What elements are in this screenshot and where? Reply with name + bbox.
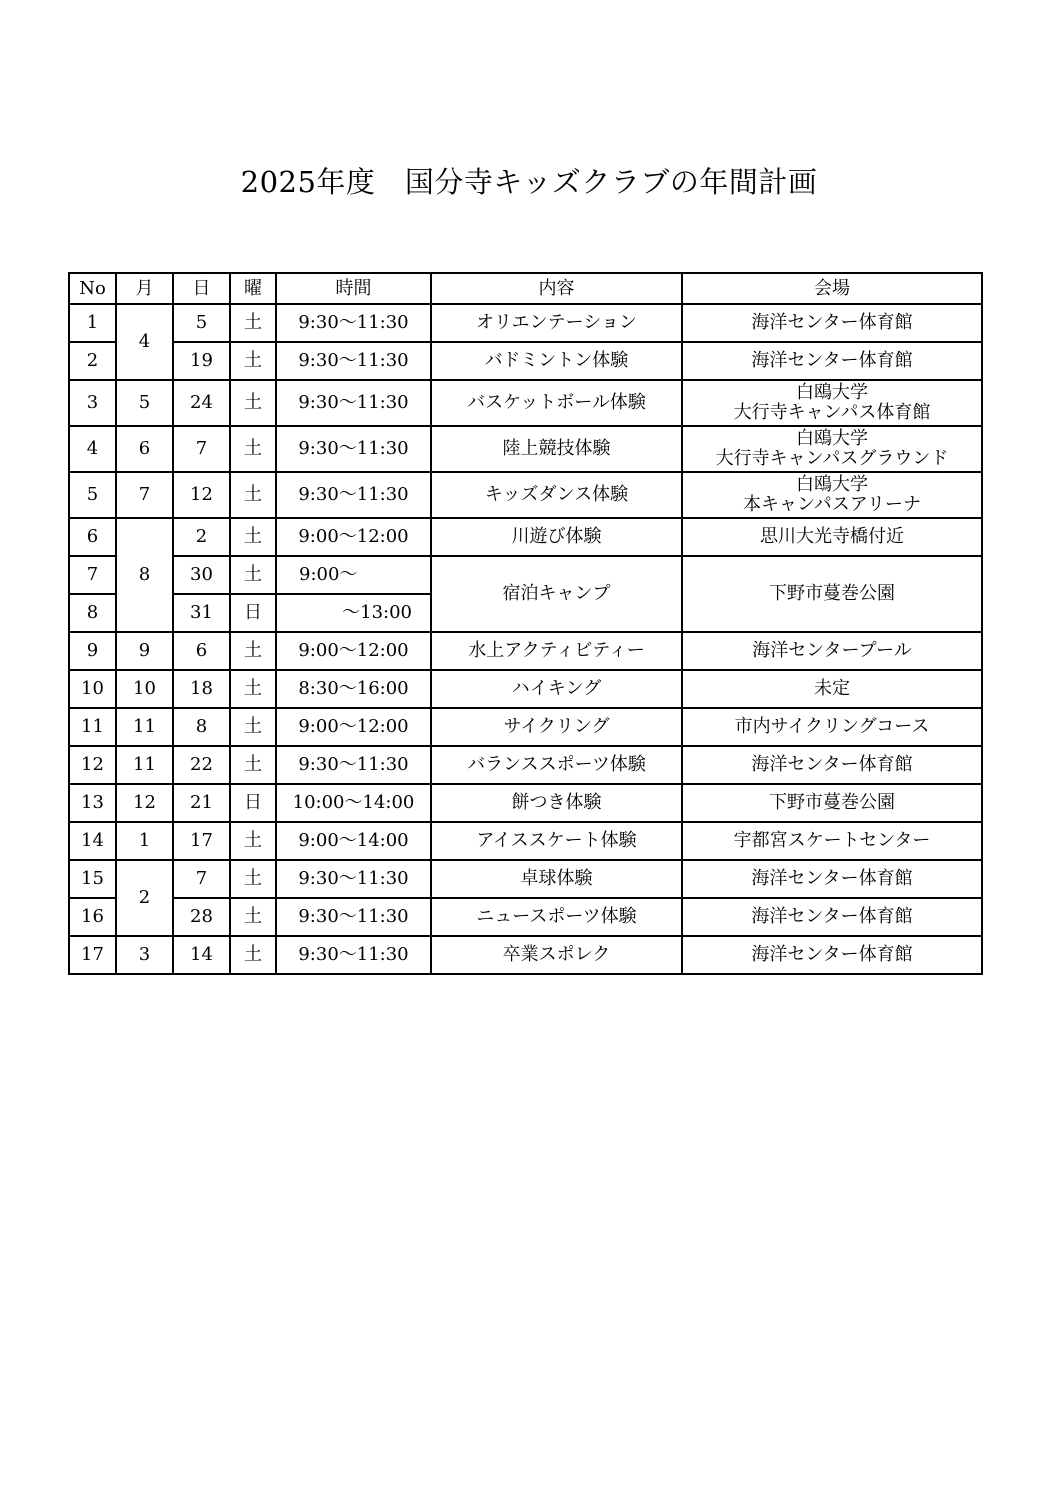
cell-month: 6 xyxy=(116,426,173,472)
cell-venue xyxy=(682,380,982,426)
cell-day: 6 xyxy=(173,632,230,670)
cell-content: ニュースポーツ体験 xyxy=(431,898,682,936)
cell-time: 9:30〜11:30 xyxy=(276,472,431,518)
table-row xyxy=(69,670,982,708)
cell-weekday: 土 xyxy=(230,518,276,556)
table-row xyxy=(69,936,982,974)
venue-line: 白鴎大学 xyxy=(796,382,868,403)
cell-venue: 海洋センタープール xyxy=(682,632,982,670)
table-row xyxy=(69,472,982,518)
cell-content: アイススケート体験 xyxy=(431,822,682,860)
cell-month: 4 xyxy=(116,304,173,380)
cell-month: 7 xyxy=(116,472,173,518)
header-venue: 会場 xyxy=(682,273,982,304)
cell-day: 14 xyxy=(173,936,230,974)
venue-line: 本キャンパスアリーナ xyxy=(742,494,922,515)
cell-time: 9:00〜14:00 xyxy=(276,822,431,860)
cell-day: 19 xyxy=(173,342,230,380)
cell-weekday: 土 xyxy=(230,822,276,860)
cell-day: 2 xyxy=(173,518,230,556)
cell-weekday: 土 xyxy=(230,860,276,898)
cell-day: 30 xyxy=(173,556,230,594)
header-weekday: 曜 xyxy=(230,273,276,304)
cell-no: 1 xyxy=(69,304,116,342)
cell-weekday: 土 xyxy=(230,556,276,594)
cell-weekday: 土 xyxy=(230,342,276,380)
cell-month: 2 xyxy=(116,860,173,936)
cell-no: 16 xyxy=(69,898,116,936)
cell-weekday: 土 xyxy=(230,632,276,670)
cell-weekday: 土 xyxy=(230,472,276,518)
cell-venue: 市内サイクリングコース xyxy=(682,708,982,746)
cell-day: 22 xyxy=(173,746,230,784)
cell-time: 9:30〜11:30 xyxy=(276,936,431,974)
cell-time: 9:00〜12:00 xyxy=(276,632,431,670)
cell-no: 15 xyxy=(69,860,116,898)
cell-venue: 海洋センター体育館 xyxy=(682,860,982,898)
cell-content: 陸上競技体験 xyxy=(431,426,682,472)
cell-content: 卓球体験 xyxy=(431,860,682,898)
header-content: 内容 xyxy=(431,273,682,304)
cell-weekday: 土 xyxy=(230,898,276,936)
cell-month: 11 xyxy=(116,708,173,746)
cell-venue: 海洋センター体育館 xyxy=(682,898,982,936)
cell-time: 9:30〜11:30 xyxy=(276,380,431,426)
cell-no: 13 xyxy=(69,784,116,822)
venue-line: 大行寺キャンパス体育館 xyxy=(733,402,931,423)
table-row xyxy=(69,860,982,898)
cell-venue: 海洋センター体育館 xyxy=(682,746,982,784)
cell-venue: 海洋センター体育館 xyxy=(682,342,982,380)
cell-month: 11 xyxy=(116,746,173,784)
table-row xyxy=(69,426,982,472)
cell-day: 31 xyxy=(173,594,230,632)
page-title: 2025年度 国分寺キッズクラブの年間計画 xyxy=(240,165,818,199)
cell-time: 9:30〜11:30 xyxy=(276,746,431,784)
venue-line: 白鴎大学 xyxy=(796,474,868,495)
table-header-row xyxy=(69,273,982,304)
table-row xyxy=(69,822,982,860)
cell-day: 12 xyxy=(173,472,230,518)
cell-day: 8 xyxy=(173,708,230,746)
cell-weekday: 日 xyxy=(230,784,276,822)
cell-day: 18 xyxy=(173,670,230,708)
cell-content: オリエンテーション xyxy=(431,304,682,342)
cell-time: 9:30〜11:30 xyxy=(276,342,431,380)
table-row xyxy=(69,380,982,426)
table-row xyxy=(69,708,982,746)
cell-time: 9:00〜12:00 xyxy=(276,518,431,556)
cell-weekday: 土 xyxy=(230,936,276,974)
header-month: 月 xyxy=(116,273,173,304)
cell-venue: 海洋センター体育館 xyxy=(682,304,982,342)
cell-content: サイクリング xyxy=(431,708,682,746)
cell-content: ハイキング xyxy=(431,670,682,708)
cell-month: 1 xyxy=(116,822,173,860)
cell-time: 10:00〜14:00 xyxy=(276,784,431,822)
cell-day: 21 xyxy=(173,784,230,822)
table-row xyxy=(69,556,982,594)
cell-time: 9:30〜11:30 xyxy=(276,426,431,472)
cell-content: バスケットボール体験 xyxy=(431,380,682,426)
cell-weekday: 土 xyxy=(230,746,276,784)
cell-no: 8 xyxy=(69,594,116,632)
cell-venue xyxy=(682,472,982,518)
cell-day: 7 xyxy=(173,426,230,472)
header-day: 日 xyxy=(173,273,230,304)
cell-month: 12 xyxy=(116,784,173,822)
cell-content: 宿泊キャンプ xyxy=(431,556,682,632)
cell-no: 3 xyxy=(69,380,116,426)
table-row xyxy=(69,304,982,342)
cell-no: 14 xyxy=(69,822,116,860)
table-row xyxy=(69,518,982,556)
cell-venue: 下野市蔓巻公園 xyxy=(682,556,982,632)
venue-line: 白鴎大学 xyxy=(796,428,868,449)
cell-month: 10 xyxy=(116,670,173,708)
cell-venue: 思川大光寺橋付近 xyxy=(682,518,982,556)
cell-day: 5 xyxy=(173,304,230,342)
cell-day: 17 xyxy=(173,822,230,860)
cell-no: 11 xyxy=(69,708,116,746)
cell-day: 7 xyxy=(173,860,230,898)
cell-venue xyxy=(682,426,982,472)
cell-day: 28 xyxy=(173,898,230,936)
header-no: No xyxy=(69,273,116,304)
table-row xyxy=(69,342,982,380)
cell-weekday: 日 xyxy=(230,594,276,632)
annual-plan-table xyxy=(68,272,983,975)
table-row xyxy=(69,898,982,936)
cell-no: 2 xyxy=(69,342,116,380)
cell-weekday: 土 xyxy=(230,380,276,426)
cell-content: キッズダンス体験 xyxy=(431,472,682,518)
cell-time: 9:00〜12:00 xyxy=(276,708,431,746)
cell-content: 水上アクティビティー xyxy=(431,632,682,670)
cell-no: 17 xyxy=(69,936,116,974)
cell-no: 12 xyxy=(69,746,116,784)
cell-content: 川遊び体験 xyxy=(431,518,682,556)
cell-time: 〜13:00 xyxy=(276,594,431,632)
cell-month: 5 xyxy=(116,380,173,426)
cell-weekday: 土 xyxy=(230,708,276,746)
table-row xyxy=(69,746,982,784)
cell-content: バドミントン体験 xyxy=(431,342,682,380)
cell-venue: 未定 xyxy=(682,670,982,708)
cell-month: 9 xyxy=(116,632,173,670)
cell-time: 9:30〜11:30 xyxy=(276,860,431,898)
cell-content: 卒業スポレク xyxy=(431,936,682,974)
header-time: 時間 xyxy=(276,273,431,304)
cell-weekday: 土 xyxy=(230,426,276,472)
cell-no: 6 xyxy=(69,518,116,556)
cell-venue: 海洋センター体育館 xyxy=(682,936,982,974)
cell-no: 4 xyxy=(69,426,116,472)
cell-day: 24 xyxy=(173,380,230,426)
table-row xyxy=(69,784,982,822)
cell-venue: 下野市蔓巻公園 xyxy=(682,784,982,822)
cell-content: バランススポーツ体験 xyxy=(431,746,682,784)
cell-no: 5 xyxy=(69,472,116,518)
cell-time: 8:30〜16:00 xyxy=(276,670,431,708)
cell-no: 10 xyxy=(69,670,116,708)
venue-line: 大行寺キャンパスグラウンド xyxy=(715,448,949,469)
cell-weekday: 土 xyxy=(230,670,276,708)
cell-no: 9 xyxy=(69,632,116,670)
cell-content: 餅つき体験 xyxy=(431,784,682,822)
cell-venue: 宇都宮スケートセンター xyxy=(682,822,982,860)
cell-time: 9:30〜11:30 xyxy=(276,304,431,342)
cell-weekday: 土 xyxy=(230,304,276,342)
cell-month: 3 xyxy=(116,936,173,974)
cell-no: 7 xyxy=(69,556,116,594)
cell-time: 9:00〜 xyxy=(276,556,431,594)
table-row xyxy=(69,632,982,670)
cell-month: 8 xyxy=(116,518,173,632)
cell-time: 9:30〜11:30 xyxy=(276,898,431,936)
